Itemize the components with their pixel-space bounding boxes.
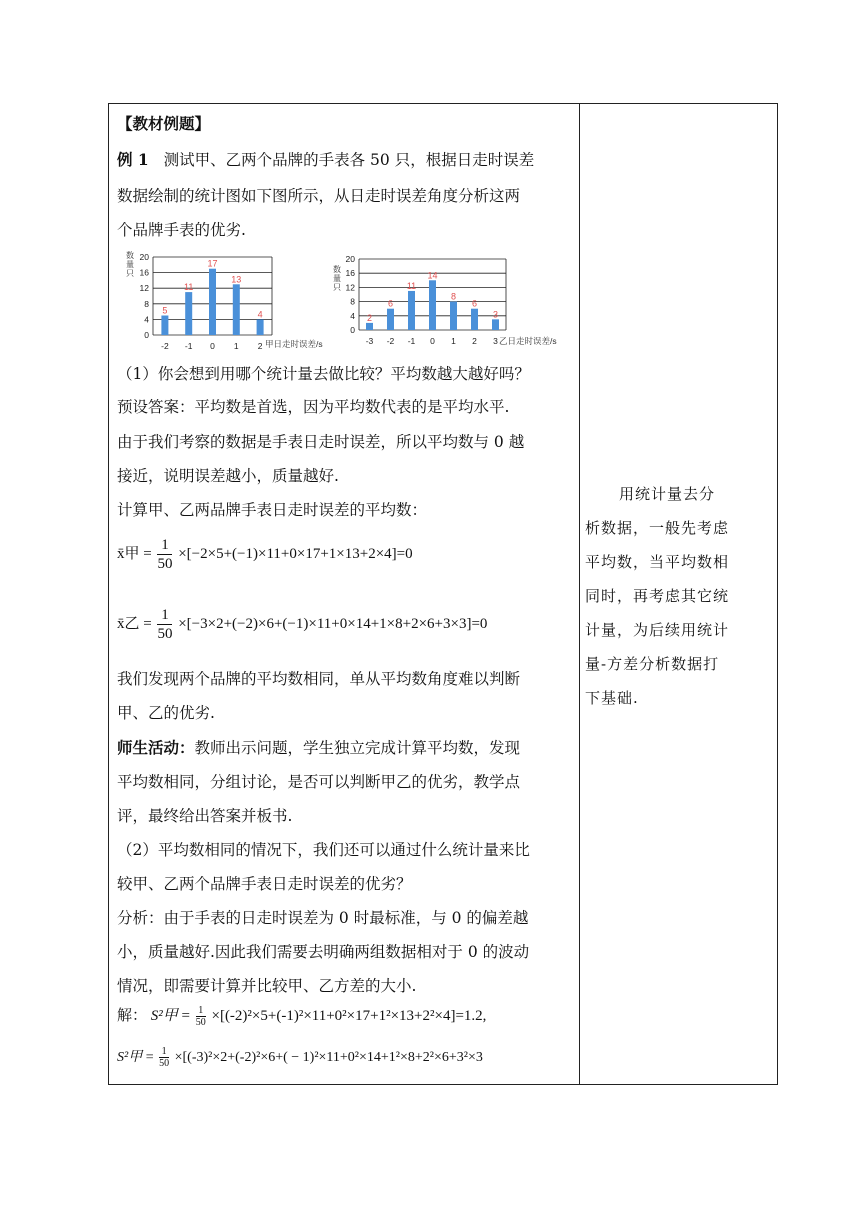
fraction-numerator: 1 — [157, 606, 172, 625]
section-title: 【教材例题】 — [117, 114, 211, 133]
bar — [366, 323, 373, 330]
fraction — [159, 1046, 169, 1069]
mean-jia-lhs: x̄甲 = — [117, 545, 152, 562]
example-line-1 — [117, 150, 534, 170]
y-tick-label: 0 — [144, 330, 149, 340]
side-note-line: 下基础. — [585, 689, 639, 707]
data-label: 17 — [207, 258, 218, 269]
y-tick-label: 0 — [350, 325, 355, 335]
side-note-line: 计量，为后续用统计 — [585, 621, 730, 639]
example-line-3: 个品牌手表的优劣. — [117, 221, 246, 239]
variance-yi-rhs: ×[(-3)²×2+(-2)²×6+( − 1)²×11+0²×14+1²×8+2²×6+3²×3 — [174, 1050, 483, 1065]
bar — [185, 292, 192, 335]
solution-label: 解： — [117, 1008, 148, 1024]
data-label: 3 — [492, 309, 499, 320]
fraction-denominator: 50 — [195, 1017, 206, 1029]
finding-line-2: 甲、乙的优劣. — [117, 704, 215, 722]
analysis-line-3: 情况，即需要计算并比较甲、乙方差的大小. — [117, 977, 417, 995]
y-tick-label: 4 — [144, 314, 149, 325]
x-tick-label: -3 — [365, 336, 374, 346]
fraction-denominator: 50 — [157, 556, 173, 572]
bar — [161, 316, 168, 336]
bar — [233, 284, 240, 335]
fraction-denominator: 50 — [159, 1058, 170, 1070]
activity-line-3: 评，最终给出答案并板书. — [117, 807, 293, 825]
question-2-line-1: （2）平均数相同的情况下，我们还可以通过什么统计量来比 — [117, 841, 530, 859]
chart-jia — [117, 244, 323, 351]
mean-yi-rhs: ×[−3×2+(−2)×6+(−1)×11+0×14+1×8+2×6+3×3]=0 — [178, 615, 488, 632]
bar — [209, 269, 216, 335]
x-axis-label: 甲日走时误差/s — [265, 339, 323, 349]
side-note-line: 同时，再考虑其它统 — [585, 587, 730, 605]
y-axis-label-char: 数 — [333, 265, 341, 274]
side-note-line: 析数据，一般先考虑 — [585, 519, 730, 537]
mean-yi-lhs: x̄乙 = — [117, 615, 152, 632]
calc-intro: 计算甲、乙两品牌手表日走时误差的平均数： — [117, 501, 428, 519]
fraction-numerator: 1 — [157, 536, 172, 555]
mean-formula-yi — [117, 606, 487, 643]
data-label: 6 — [387, 298, 394, 309]
data-label: 6 — [471, 298, 478, 309]
y-tick-label: 16 — [139, 267, 149, 278]
reason-line-2: 接近，说明误差越小，质量越好. — [117, 467, 339, 485]
x-tick-label: 0 — [210, 341, 215, 351]
data-label: 11 — [184, 282, 194, 293]
lesson-table — [108, 103, 778, 1085]
bar — [429, 280, 436, 330]
data-label: 14 — [427, 270, 438, 281]
variance-yi-label: S²甲 — [117, 1050, 143, 1065]
data-label: 11 — [406, 280, 417, 291]
bar — [492, 319, 499, 330]
x-tick-label: 2 — [257, 341, 263, 351]
y-tick-label: 12 — [139, 283, 149, 294]
variance-jia-label: S²甲 — [150, 1008, 178, 1024]
x-tick-label: 1 — [233, 341, 239, 351]
y-axis-label-char: 只 — [126, 269, 134, 278]
y-tick-label: 4 — [350, 310, 355, 321]
y-axis-label-char: 只 — [333, 283, 341, 292]
fraction-numerator: 1 — [196, 1005, 206, 1017]
y-tick-label: 8 — [144, 298, 149, 309]
y-tick-label: 16 — [345, 268, 355, 279]
y-axis-label-char: 量 — [126, 260, 134, 269]
chart-yi — [323, 246, 583, 346]
mean-formula-jia — [117, 536, 413, 573]
question-2-line-2: 较甲、乙两个品牌手表日走时误差的优劣？ — [117, 875, 412, 893]
fraction — [157, 536, 172, 573]
data-label: 8 — [450, 291, 457, 302]
activity-line-2: 平均数相同，分组讨论，是否可以判断甲乙的优劣，教学点 — [117, 773, 521, 791]
x-tick-label: -2 — [386, 336, 395, 346]
data-label: 2 — [366, 312, 373, 323]
question-1: （1）你会想到用哪个统计量去做比较？平均数越大越好吗？ — [117, 365, 530, 383]
data-label: 13 — [231, 274, 242, 285]
preset-answer: 预设答案：平均数是首选，因为平均数代表的是平均水平. — [117, 398, 510, 416]
example-text-1: 测试甲、乙两个品牌的手表各 50 只，根据日走时误差 — [163, 151, 535, 169]
side-note-line: 量-方差分析数据打 — [585, 655, 720, 673]
activity-label: 师生活动： — [117, 738, 195, 757]
mean-jia-rhs: ×[−2×5+(−1)×11+0×17+1×13+2×4]=0 — [178, 545, 413, 562]
variance-jia-rhs: ×[(-2)²×5+(-1)²×11+0²×17+1²×13+2²×4]=1.2, — [211, 1008, 487, 1024]
x-tick-label: 2 — [472, 336, 477, 346]
x-axis-label: 乙日走时误差/s — [499, 336, 557, 346]
x-tick-label: -1 — [407, 336, 416, 346]
y-axis-label-char: 量 — [333, 274, 341, 283]
example-line-2: 数据绘制的统计图如下图所示，从日走时误差角度分析这两 — [117, 187, 521, 205]
bar — [387, 309, 394, 330]
bar — [450, 302, 457, 330]
data-label: 4 — [257, 309, 263, 320]
y-tick-label: 12 — [345, 282, 355, 293]
bar — [408, 291, 415, 330]
fraction — [196, 1005, 206, 1028]
x-tick-label: -2 — [161, 341, 169, 351]
y-tick-label: 8 — [350, 296, 355, 307]
activity-text-1: 教师出示问题，学生独立完成计算平均数，发现 — [194, 739, 521, 757]
variance-jia: 解： S²甲 = $\frac{1}{50}$ ×[(-2)²×5+(-1)²×11+0²×17+1²×13+2²×4]=1.2, — [117, 1005, 487, 1029]
finding-line-1: 我们发现两个品牌的平均数相同，单从平均数角度难以判断 — [117, 670, 521, 688]
x-tick-label: -1 — [184, 341, 193, 351]
y-axis-label-char: 数 — [126, 251, 134, 260]
fraction — [157, 606, 172, 643]
side-note-line: 平均数，当平均数相 — [585, 553, 730, 571]
example-label: 例 1 — [117, 150, 149, 169]
fraction-numerator: 1 — [159, 1046, 169, 1058]
x-tick-label: 1 — [451, 336, 456, 346]
data-label: 5 — [162, 305, 168, 316]
analysis-line-2: 小，质量越好.因此我们需要去明确两组数据相对于 0 的波动 — [117, 943, 530, 961]
x-tick-label: 3 — [493, 336, 498, 346]
y-tick-label: 20 — [139, 252, 149, 262]
activity-line-1 — [117, 738, 520, 758]
bar — [257, 319, 264, 335]
bar — [471, 309, 478, 330]
fraction-denominator: 50 — [157, 626, 173, 642]
analysis-line-1: 分析：由于手表的日走时误差为 0 时最标准，与 0 的偏差越 — [117, 909, 529, 927]
y-tick-label: 20 — [345, 254, 355, 264]
variance-yi: S²甲 = $\frac{1}{50}$ ×[(-3)²×2+(-2)²×6+( − 1)²×11+0²×14+1²×8+2²×6+3²×3 — [117, 1046, 483, 1070]
x-tick-label: 0 — [430, 336, 435, 346]
reason-line-1: 由于我们考察的数据是手表日走时误差，所以平均数与 0 越 — [117, 433, 525, 451]
side-note-line: 用统计量去分 — [619, 485, 716, 503]
